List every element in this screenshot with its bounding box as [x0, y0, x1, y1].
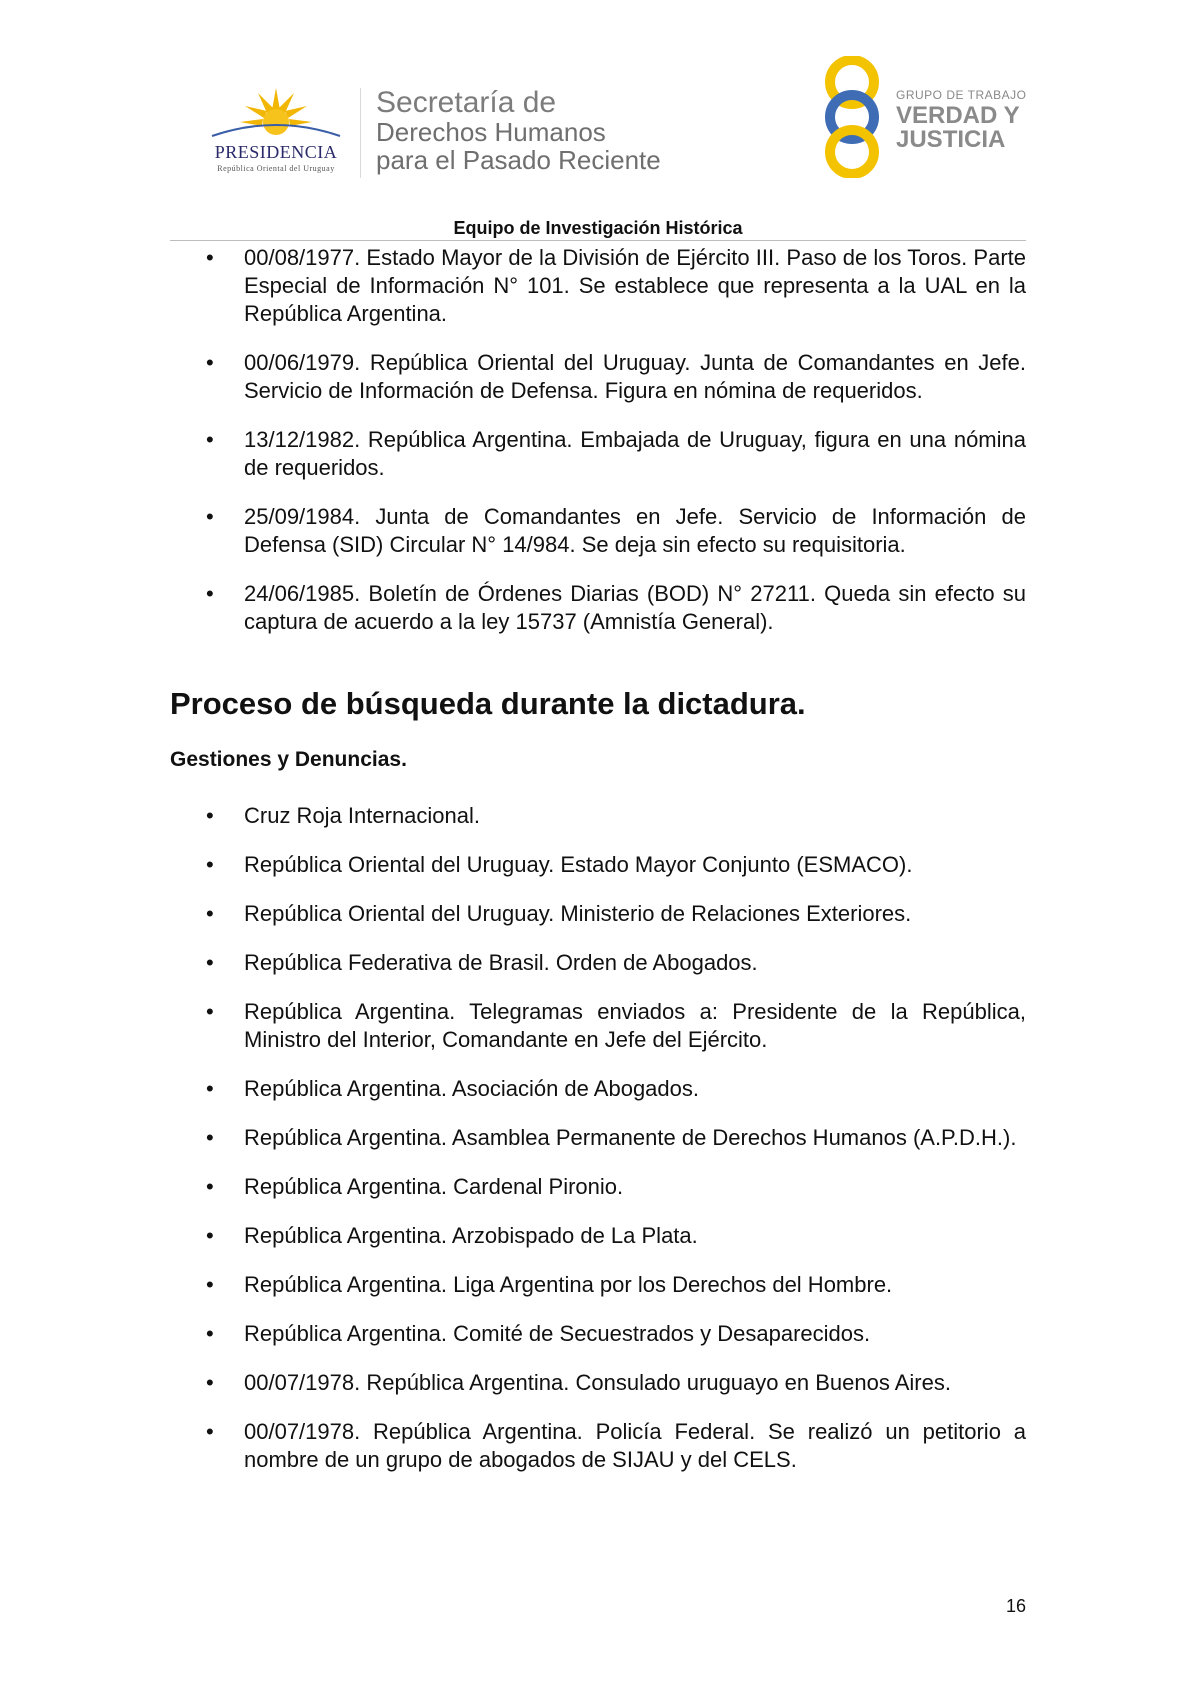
- list-item: • Cruz Roja Internacional.: [170, 802, 1026, 830]
- list-item: • República Argentina. Telegramas enviados a: Presidente de la República, Ministro del Interior, Comandante en Jefe del Ejército.: [170, 998, 1026, 1054]
- secretaria-line-3: para el Pasado Reciente: [376, 145, 661, 175]
- page-number: 16: [1005, 1596, 1026, 1616]
- page-header: [0, 0, 1190, 240]
- list-item: • República Argentina. Comité de Secuestrados y Desaparecidos.: [170, 1320, 1026, 1348]
- list-item: • 00/07/1978. República Argentina. Consulado uruguayo en Buenos Aires.: [170, 1369, 1026, 1397]
- secretaria-line-1: Secretaría de: [376, 86, 557, 119]
- interlocking-rings-icon: [818, 56, 886, 178]
- list-item: • República Argentina. Liga Argentina por los Derechos del Hombre.: [170, 1271, 1026, 1299]
- section-title: Proceso de búsqueda durante la dictadura.: [170, 686, 806, 721]
- list-item: • República Federativa de Brasil. Orden de Abogados.: [170, 949, 1026, 977]
- record-list: [170, 244, 1026, 657]
- grupo-verdad-justicia-logo: [818, 56, 1028, 182]
- grupo-line-1: GRUPO DE TRABAJO: [896, 88, 1027, 102]
- secretaria-line-2: Derechos Humanos: [376, 117, 606, 147]
- presidencia-wordmark: PRESIDENCIA: [214, 142, 338, 162]
- list-item: • 00/06/1979. República Oriental del Uruguay. Junta de Comandantes en Jefe. Servicio de Información de Defensa. Figura en nómina de requeridos.: [170, 349, 1026, 405]
- list-item: • República Argentina. Arzobispado de La Plata.: [170, 1222, 1026, 1250]
- list-item: • República Argentina. Asamblea Permanente de Derechos Humanos (A.P.D.H.).: [170, 1124, 1026, 1152]
- list-item: • 25/09/1984. Junta de Comandantes en Jefe. Servicio de Información de Defensa (SID) Circular N° 14/984. Se deja sin efecto su requisitoria.: [170, 503, 1026, 559]
- team-heading: Equipo de Investigación Histórica: [453, 218, 743, 238]
- list-item: • 00/07/1978. República Argentina. Policía Federal. Se realizó un petitorio a nombre de un grupo de abogados de SIJAU y del CELS.: [170, 1418, 1026, 1474]
- subsection-title: Gestiones y Denuncias.: [170, 748, 407, 771]
- list-item: • 13/12/1982. República Argentina. Embajada de Uruguay, figura en una nómina de requeridos.: [170, 426, 1026, 482]
- list-item: • República Oriental del Uruguay. Ministerio de Relaciones Exteriores.: [170, 900, 1026, 928]
- list-item: • 00/08/1977. Estado Mayor de la División de Ejército III. Paso de los Toros. Parte Especial de Información N° 101. Se establece que representa a la UAL en la República Argentina.: [170, 244, 1026, 328]
- list-item: • 24/06/1985. Boletín de Órdenes Diarias (BOD) N° 27211. Queda sin efecto su captura de acuerdo a la ley 15737 (Amnistía General).: [170, 580, 1026, 636]
- list-item: • República Argentina. Asociación de Abogados.: [170, 1075, 1026, 1103]
- gestiones-list: [170, 802, 1026, 1495]
- secretaria-title: [376, 88, 661, 174]
- grupo-line-2: VERDAD Y: [896, 102, 1020, 129]
- list-item: • República Argentina. Cardenal Pironio.: [170, 1173, 1026, 1201]
- header-rule: [170, 240, 1026, 241]
- grupo-line-3: JUSTICIA: [896, 126, 1006, 153]
- presidencia-logo: [196, 84, 356, 184]
- presidencia-subtitle: República Oriental del Uruguay: [217, 164, 335, 173]
- list-item: • República Oriental del Uruguay. Estado Mayor Conjunto (ESMACO).: [170, 851, 1026, 879]
- logo-divider: [360, 88, 361, 178]
